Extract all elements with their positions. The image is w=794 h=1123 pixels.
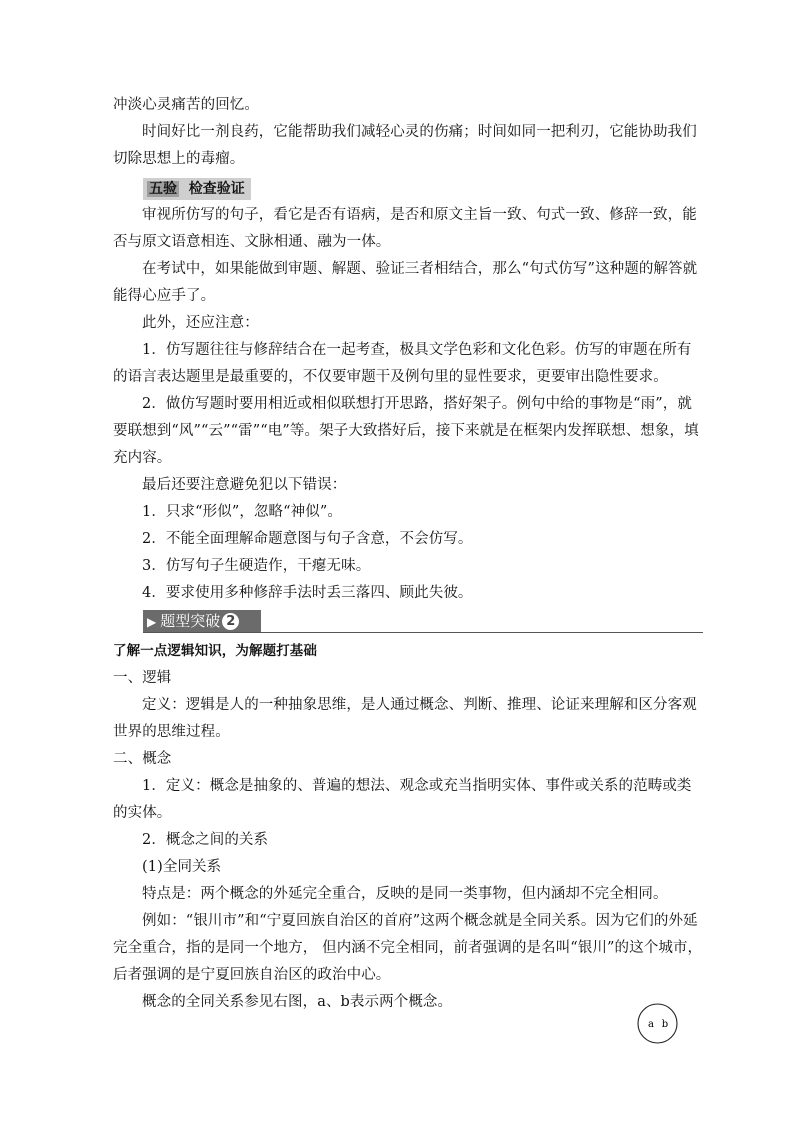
paragraph-exam: 在考试中，如果能做到审题、解题、验证三者相结合，那么“句式仿写”这种题的解答就能得心应手了。 — [113, 261, 698, 304]
paragraph-concept-def: 1．定义：概念是抽象的、普遍的想法、观念或充当指明实体、事件或关系的范畴或类的实体。 — [113, 778, 692, 821]
section-banner — [143, 610, 261, 632]
circled-number-icon: 2 — [222, 613, 239, 630]
play-arrow-icon: ▶ — [147, 615, 157, 629]
venn-circle — [638, 1004, 677, 1043]
heading-concept: 二、概念 — [113, 751, 172, 767]
error-item-2: 2．不能全面理解命题意图与句子含意，不会仿写。 — [142, 531, 473, 547]
banner-divider — [143, 632, 703, 633]
subsection-title: 了解一点逻辑知识，为解题打基础 — [113, 643, 317, 659]
note-item-2: 2．做仿写题时要用相近或相似联想打开思路，搭好架子。例句中给的事物是“雨”，就要联想到“风”“云”“雷”“电”等。架子大致搭好后，接下来就是在框架内发挥联想、想象，填充内容。 — [113, 396, 699, 466]
heading-identity-relation: (1)全同关系 — [142, 859, 222, 875]
section-heading-verify — [143, 178, 251, 200]
heading-logic: 一、逻辑 — [113, 670, 172, 686]
paragraph-time-metaphor: 时间好比一剂良药，它能帮助我们减轻心灵的伤痛；时间如同一把利刃，它能协助我们切除思想上的毒瘤。 — [113, 124, 697, 167]
note-item-1: 1．仿写题往往与修辞结合在一起考查，极具文学色彩和文化色彩。仿写的审题在所有的语言表达题里是最重要的，不仅要审题干及例句里的显性要求，更要审出隐性要求。 — [113, 342, 692, 385]
error-item-3: 3．仿写句子生硬造作，干瘪无味。 — [142, 558, 371, 574]
paragraph-review: 审视所仿写的句子，看它是否有语病，是否和原文主旨一致、句式一致、修辞一致，能否与原文语意相连、文脉相通、融为一体。 — [113, 207, 697, 250]
error-item-1: 1．只求“形似”，忽略“神似”。 — [142, 504, 342, 520]
section-tag: 五验 — [149, 181, 177, 197]
venn-label-b: b — [661, 1019, 669, 1030]
venn-label-a: a — [648, 1019, 654, 1030]
paragraph-identity-example: 例如：“银川市”和“宁夏回族自治区的首府”这两个概念就是全同关系。因为它们的外延完全重合，指的是同一个地方， 但内涵不完全相同，前者强调的是名叫“银川”的这个城市，后者强调的是宁夏回族自治区的政治中心。 — [113, 913, 703, 983]
error-item-4: 4．要求使用多种修辞手法时丢三落四、顾此失彼。 — [142, 585, 473, 601]
paragraph-identity-figure-ref: 概念的全同关系参见右图，a、b表示两个概念。 — [142, 994, 453, 1010]
section-title: 检查验证 — [188, 181, 245, 197]
paragraph-continuation: 冲淡心灵痛苦的回忆。 — [113, 97, 259, 113]
banner-title: 题型突破 — [160, 612, 221, 630]
heading-relations: 2．概念之间的关系 — [142, 832, 269, 848]
paragraph-also-note: 此外，还应注意： — [142, 315, 259, 331]
identity-venn-diagram — [637, 1003, 678, 1044]
paragraph-errors-intro: 最后还要注意避免犯以下错误： — [142, 477, 347, 493]
paragraph-logic-def: 定义：逻辑是人的一种抽象思维，是人通过概念、判断、推理、论证来理解和区分客观世界的思维过程。 — [113, 697, 697, 740]
paragraph-identity-feature: 特点是：两个概念的外延完全重合，反映的是同一类事物，但内涵却不完全相同。 — [142, 886, 668, 902]
